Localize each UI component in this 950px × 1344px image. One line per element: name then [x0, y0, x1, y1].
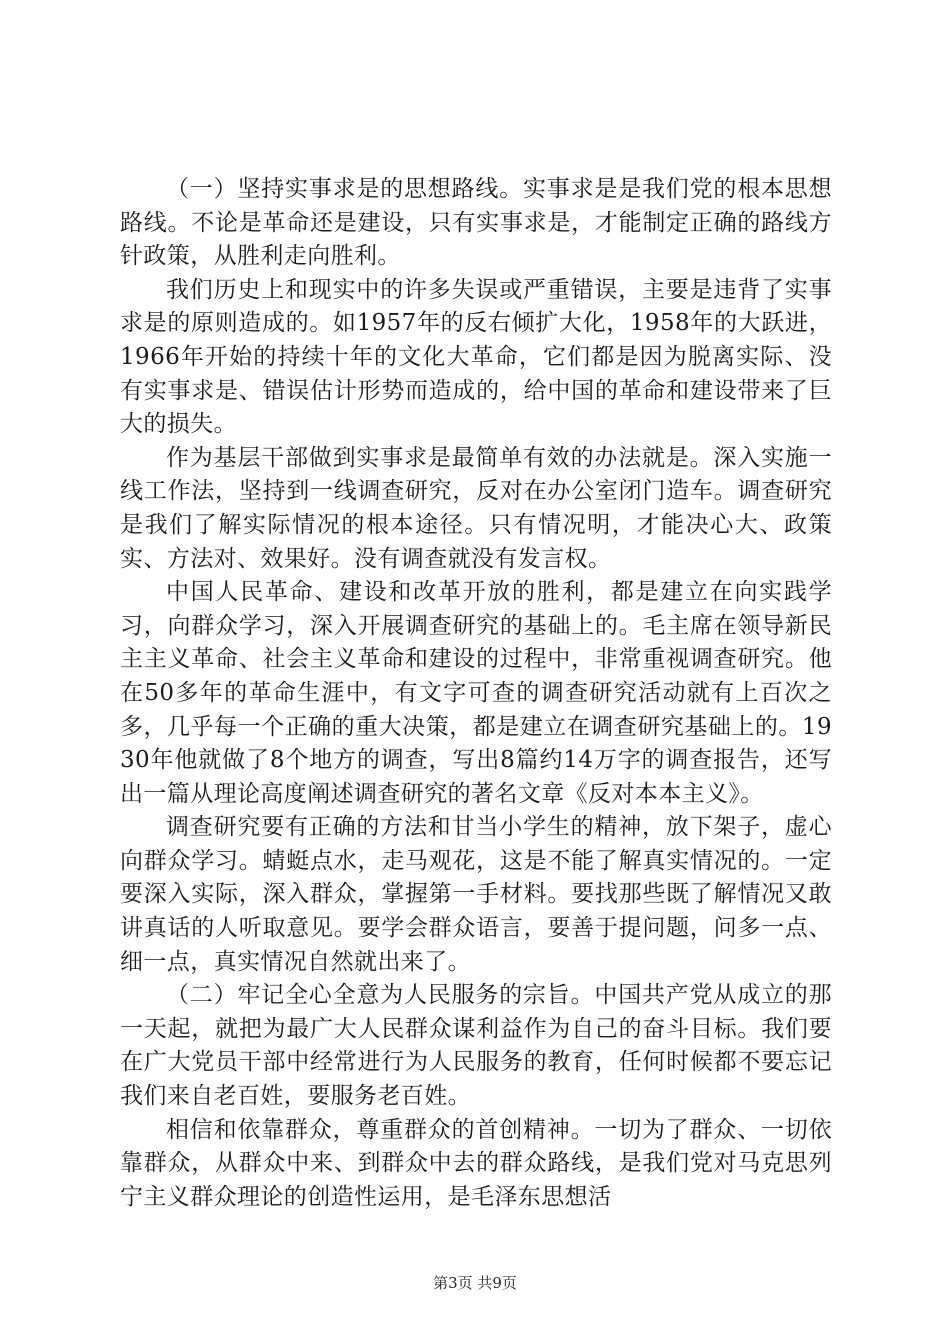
paragraph-2: 我们历史上和现实中的许多失误或严重错误，主要是违背了实事求是的原则造成的。如1957年的反右倾扩大化，1958年的大跃进，1966年开始的持续十年的文化大革命，它们都是因为脱离实际、没有实事求是、错误估计形势而造成的，给中国的革命和建设带来了巨大的损失。 — [120, 276, 832, 438]
paragraph-7: 相信和依靠群众，尊重群众的首创精神。一切为了群众、一切依靠群众，从群众中来、到群众中去的群众路线，是我们党对马克思列宁主义群众理论的创造性运用，是毛泽东思想活 — [120, 1116, 832, 1210]
paragraph-6: （二）牢记全心全意为人民服务的宗旨。中国共产党从成立的那一天起，就把为最广大人民群众谋利益作为自己的奋斗目标。我们要在广大党员干部中经常进行为人民服务的教育，任何时候都不要忘记我们来自老百姓，要服务老百姓。 — [120, 982, 832, 1110]
document-body — [120, 173, 832, 1214]
paragraph-5: 调查研究要有正确的方法和甘当小学生的精神，放下架子，虚心向群众学习。蜻蜓点水，走马观花，这是不能了解真实情况的。一定要深入实际，深入群众，掌握第一手材料。要找那些既了解情况又敢讲真话的人听取意见。要学会群众语言，要善于提问题，问多一点、细一点，真实情况自然就出来了。 — [120, 814, 832, 975]
paragraph-4: 中国人民革命、建设和改革开放的胜利，都是建立在向实践学习，向群众学习，深入开展调查研究的基础上的。毛主席在领导新民主主义革命、社会主义革命和建设的过程中，非常重视调查研究。他在50多年的革命生涯中，有文字可查的调查研究活动就有上百次之多，几乎每一个正确的重大决策，都是建立在调查研究基础上的。1930年他就做了8个地方的调查，写出8篇约14万字的调查报告，还写出一篇从理论高度阐述调查研究的著名文章《反对本本主义》。 — [120, 579, 832, 807]
paragraph-1: （一）坚持实事求是的思想路线。实事求是是我们党的根本思想路线。不论是革命还是建设，只有实事求是，才能制定正确的路线方针政策，从胜利走向胜利。 — [120, 176, 832, 270]
paragraph-3: 作为基层干部做到实事求是最简单有效的办法就是。深入实施一线工作法，坚持到一线调查研究，反对在办公室闭门造车。调查研究是我们了解实际情况的根本途径。只有情况明，才能决心大、政策实、方法对、效果好。没有调查就没有发言权。 — [120, 444, 832, 572]
page-footer: 第3页 共9页 — [433, 1274, 517, 1292]
